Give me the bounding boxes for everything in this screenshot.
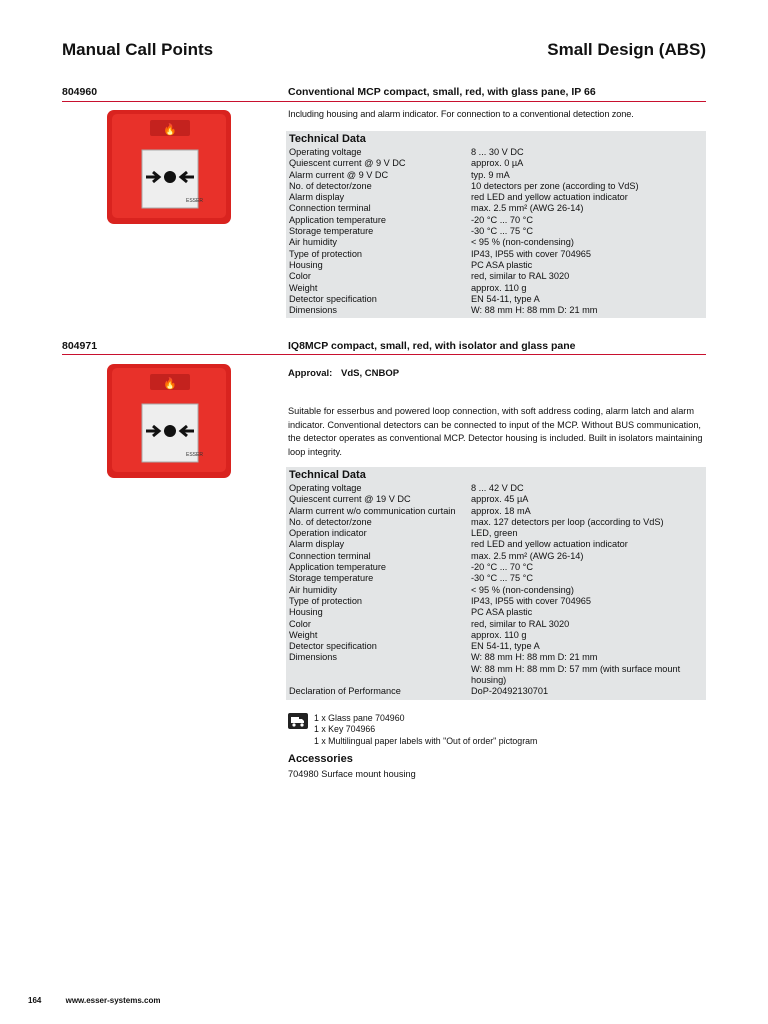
tech-row — [286, 551, 706, 562]
article-number: 804960 — [62, 86, 98, 98]
tech-row — [286, 260, 706, 271]
delivery-truck-icon — [288, 713, 308, 729]
tech-key: Connection terminal — [289, 550, 371, 561]
scope-of-delivery — [288, 713, 537, 747]
tech-row — [286, 607, 706, 618]
tech-value: approx. 18 mA — [471, 505, 531, 516]
tech-row — [286, 203, 706, 214]
tech-value: W: 88 mm H: 88 mm D: 21 mm — [471, 652, 598, 663]
tech-key: Operating voltage — [289, 483, 362, 493]
tech-key: Operating voltage — [289, 147, 362, 157]
tech-key: Air humidity — [289, 237, 337, 248]
tech-value: DoP-20492130701 — [471, 686, 549, 697]
tech-value: max. 127 detectors per loop (according to VdS) — [471, 516, 664, 527]
tech-value: W: 88 mm H: 88 mm D: 57 mm (with surface mount housing) — [471, 663, 681, 686]
device-brand: ESSER — [186, 452, 203, 458]
tech-value: EN 54-11, type A — [471, 641, 540, 652]
tech-key: Application temperature — [289, 562, 387, 573]
tech-key: Quiescent current @ 19 V DC — [289, 494, 411, 505]
tech-key: Alarm current @ 9 V DC — [289, 169, 389, 180]
tech-value: typ. 9 mA — [471, 169, 510, 180]
tech-value: -30 °C ... 75 °C — [471, 573, 533, 584]
tech-row — [286, 215, 706, 226]
tech-key: Declaration of Performance — [289, 686, 401, 697]
tech-row — [286, 170, 706, 181]
tech-row — [286, 573, 706, 584]
tech-key: Alarm display — [289, 539, 345, 550]
tech-row — [286, 494, 706, 505]
tech-value: PC ASA plastic — [471, 259, 533, 270]
tech-key: Type of protection — [289, 595, 363, 606]
tech-value: IP43, IP55 with cover 704965 — [471, 248, 592, 259]
technical-data-table — [286, 131, 706, 318]
tech-value: red, similar to RAL 3020 — [471, 271, 570, 282]
accessories-heading: Accessories — [288, 753, 353, 765]
tech-row — [286, 192, 706, 203]
tech-value: approx. 110 g — [471, 629, 527, 640]
tech-value: < 95 % (non-condensing) — [471, 237, 574, 248]
delivery-item: 1 x Key 704966 — [314, 724, 376, 735]
tech-row — [286, 506, 706, 517]
technical-data-table — [286, 467, 706, 700]
approval-value: VdS, CNBOP — [340, 368, 400, 379]
tech-key — [289, 664, 471, 687]
tech-value: < 95 % (non-condensing) — [471, 584, 574, 595]
tech-value: red LED and yellow actuation indicator — [471, 192, 628, 203]
tech-key: Application temperature — [289, 214, 387, 225]
tech-key: Storage temperature — [289, 573, 374, 584]
tech-row — [286, 585, 706, 596]
tech-key: Storage temperature — [289, 226, 374, 237]
tech-row — [286, 249, 706, 260]
manual-call-point-image — [106, 108, 232, 226]
tech-value: 10 detectors per zone (according to VdS) — [471, 180, 639, 191]
tech-key: Alarm current w/o communication curtain — [289, 505, 456, 516]
tech-row — [286, 652, 706, 663]
tech-row — [286, 483, 706, 494]
tech-value: red LED and yellow actuation indicator — [471, 539, 628, 550]
technical-data-heading: Technical Data — [289, 133, 366, 145]
tech-row — [286, 596, 706, 607]
delivery-item: 1 x Multilingual paper labels with "Out of order" pictogram — [314, 735, 538, 746]
tech-row — [286, 517, 706, 528]
tech-row — [286, 641, 706, 652]
tech-row — [286, 181, 706, 192]
product-title: IQ8MCP compact, small, red, with isolator and glass pane — [288, 340, 576, 352]
tech-row — [286, 226, 706, 237]
tech-value: -20 °C ... 70 °C — [471, 562, 533, 573]
product-description: Suitable for esserbus and powered loop connection, with soft address coding, alarm latch and alarm indicator. Conventional detectors can be connected to input of the MCP. Without BUS communication, the detector operates as conventional MCP. Detector housing is included. Built in isolators maintaining loop integrity. — [288, 406, 703, 457]
tech-row — [286, 686, 706, 697]
accessory-item: 704980 Surface mount housing — [288, 769, 416, 779]
tech-key: Weight — [289, 282, 318, 293]
tech-value: approx. 110 g — [471, 282, 527, 293]
tech-value: -20 °C ... 70 °C — [471, 214, 533, 225]
tech-value: -30 °C ... 75 °C — [471, 226, 533, 237]
tech-key: Housing — [289, 259, 323, 270]
tech-key: Quiescent current @ 9 V DC — [289, 158, 406, 169]
tech-row — [286, 158, 706, 169]
tech-row — [286, 294, 706, 305]
product-title: Conventional MCP compact, small, red, with glass pane, IP 66 — [288, 86, 596, 98]
page-number: 164 — [28, 996, 42, 1005]
approval-label: Approval: — [288, 368, 333, 379]
delivery-item: 1 x Glass pane 704960 — [314, 713, 405, 723]
tech-value: 8 ... 30 V DC — [471, 147, 524, 157]
tech-key: Dimensions — [289, 305, 337, 316]
tech-row — [286, 283, 706, 294]
divider — [62, 354, 706, 355]
tech-value: PC ASA plastic — [471, 607, 533, 618]
tech-value: red, similar to RAL 3020 — [471, 618, 570, 629]
tech-row — [286, 528, 706, 539]
tech-row — [286, 630, 706, 641]
tech-value: max. 2.5 mm² (AWG 26-14) — [471, 203, 584, 214]
tech-key: Housing — [289, 607, 323, 618]
page-subtitle: Small Design (ABS) — [547, 40, 706, 59]
tech-row — [286, 147, 706, 158]
product-intro: Including housing and alarm indicator. For connection to a conventional detection zone. — [288, 109, 634, 119]
tech-key: Weight — [289, 629, 318, 640]
tech-value: IP43, IP55 with cover 704965 — [471, 595, 592, 606]
tech-value: EN 54-11, type A — [471, 293, 540, 304]
device-brand: ESSER — [186, 198, 203, 204]
tech-row — [286, 664, 706, 687]
tech-row — [286, 305, 706, 316]
svg-text:🔥: 🔥 — [163, 123, 177, 136]
tech-key: Operation indicator — [289, 528, 367, 539]
tech-value: approx. 0 µA — [471, 158, 524, 169]
tech-key: Color — [289, 618, 311, 629]
tech-key: Air humidity — [289, 584, 337, 595]
manual-call-point-image — [106, 362, 232, 480]
tech-value: approx. 45 µA — [471, 494, 529, 505]
tech-value: max. 2.5 mm² (AWG 26-14) — [471, 550, 584, 561]
divider — [62, 101, 706, 102]
tech-key: Detector specification — [289, 641, 377, 652]
tech-key: No. of detector/zone — [289, 516, 372, 527]
tech-key: Detector specification — [289, 293, 377, 304]
tech-value: LED, green — [471, 528, 518, 539]
tech-key: Connection terminal — [289, 203, 371, 214]
tech-row — [286, 271, 706, 282]
page-footer — [28, 996, 182, 1005]
tech-value: W: 88 mm H: 88 mm D: 21 mm — [471, 305, 598, 316]
tech-row — [286, 619, 706, 630]
tech-key: Color — [289, 271, 311, 282]
article-number: 804971 — [62, 340, 98, 352]
tech-key: Type of protection — [289, 248, 363, 259]
tech-row — [286, 237, 706, 248]
tech-key: Alarm display — [289, 192, 345, 203]
technical-data-heading: Technical Data — [289, 469, 366, 481]
tech-row — [286, 539, 706, 550]
page-title: Manual Call Points — [62, 40, 214, 59]
website-link[interactable]: www.esser-systems.com — [65, 996, 161, 1005]
approval-line — [288, 368, 399, 379]
tech-row — [286, 562, 706, 573]
svg-text:🔥: 🔥 — [163, 377, 177, 390]
tech-key: No. of detector/zone — [289, 180, 372, 191]
tech-value: 8 ... 42 V DC — [471, 483, 524, 493]
tech-key: Dimensions — [289, 652, 337, 663]
